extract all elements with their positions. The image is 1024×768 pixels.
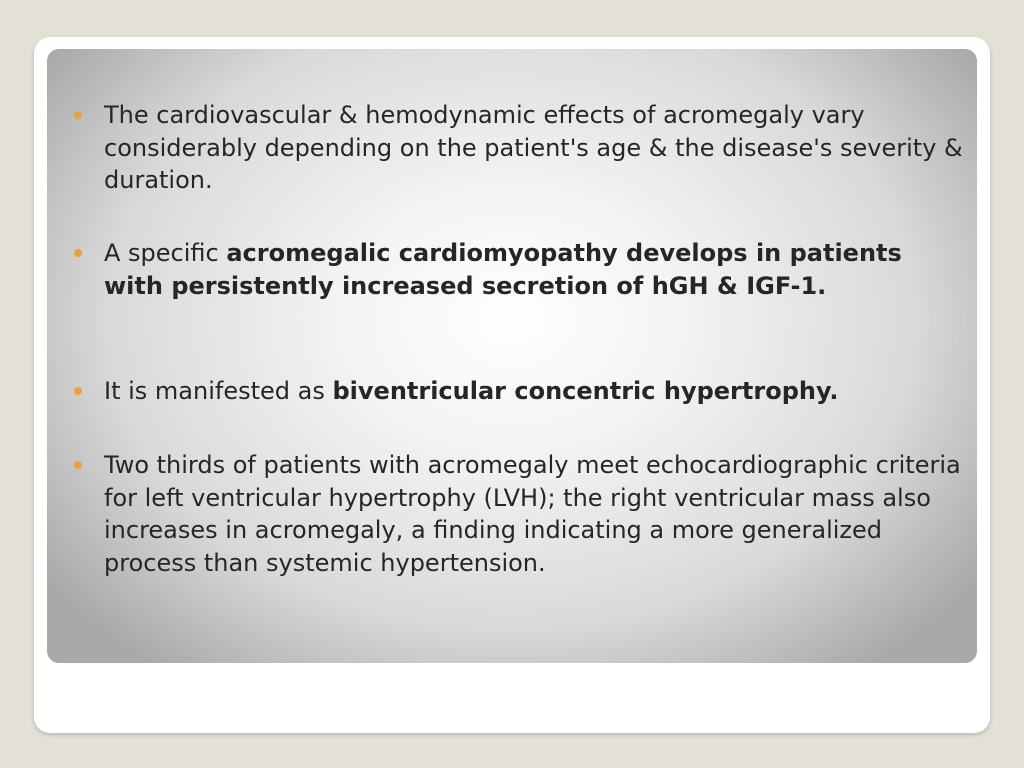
bullet-text: The cardiovascular & hemodynamic effects of acromegaly vary considerably depending on the patient's age & the disease's severity & duration. [104,101,963,194]
bullet-prefix: A specific [104,239,227,267]
bullet-prefix: It is manifested as [104,377,333,405]
bullet-item-cardiovascular-effects [104,99,964,197]
bullet-dot-icon [74,387,82,395]
slide-frame [34,37,990,733]
bullet-item-hypertrophy [104,375,964,408]
content-panel [47,49,977,663]
bullet-text: Two thirds of patients with acromegaly meet echocardiographic criteria for left ventricular hypertrophy (LVH); the right ventricular mass also increases in acromegaly, a finding indicating a more generalized process than systemic hypertension. [104,451,961,577]
bullet-dot-icon [74,111,82,119]
bullet-dot-icon [74,461,82,469]
bullet-dot-icon [74,249,82,257]
bullet-item-lvh [104,449,964,579]
bullet-bold-text: biventricular concentric hypertrophy. [332,377,839,405]
bullet-item-cardiomyopathy [104,237,964,302]
bullet-bold-text: acromegalic cardiomyopathy develops in patients with persistently increased secretion of hGH & IGF-1. [104,239,902,300]
